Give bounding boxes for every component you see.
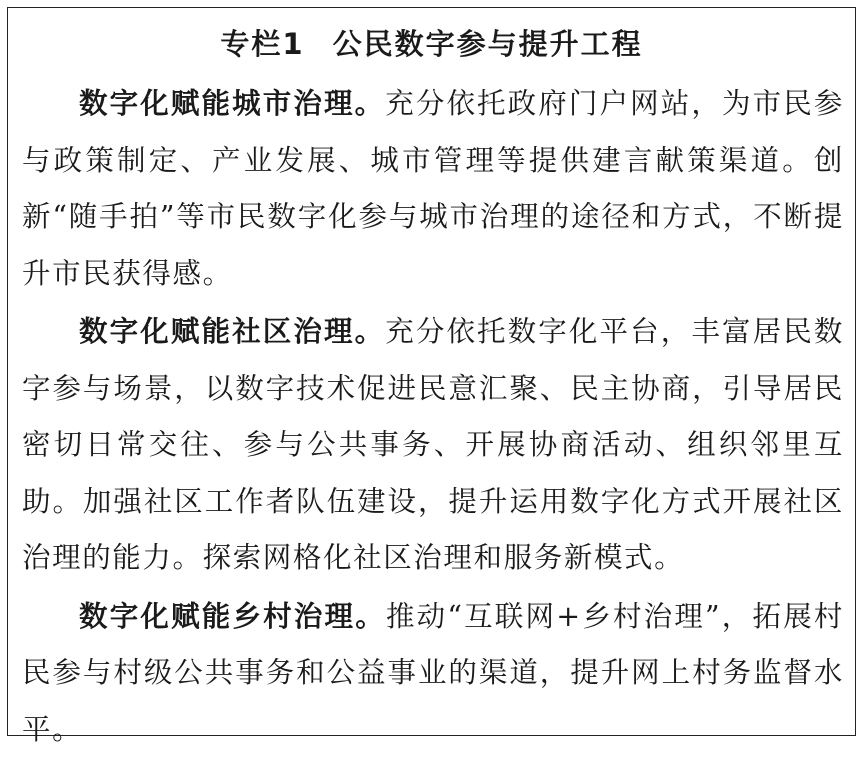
section-body: 充分依托政府门户网站，为市民参与政策制定、产业发展、城市管理等提供建言献策渠道。创新“随手拍”等市民数字化参与城市治理的途径和方式，不断提升市民获得感。	[22, 87, 844, 290]
section-city-governance	[22, 76, 844, 302]
box-title-number: 专栏1	[220, 27, 304, 61]
section-body: 充分依托数字化平台，丰富居民数字参与场景，以数字技术促进民意汇聚、民主协商，引导居民密切日常交往、参与公共事务、开展协商活动、组织邻里互助。加强社区工作者队伍建设，提升运用数字化方式开展社区治理的能力。探索网格化社区治理和服务新模式。	[22, 315, 844, 574]
section-body: 推动“互联网+乡村治理”，拓展村民参与村级公共事务和公益事业的渠道，提升网上村务监督水平。	[22, 600, 844, 746]
box-content	[22, 76, 844, 758]
section-community-governance	[22, 304, 844, 587]
section-heading: 数字化赋能乡村治理。	[79, 600, 386, 633]
section-heading: 数字化赋能城市治理。	[79, 87, 385, 120]
section-rural-governance	[22, 589, 844, 758]
box-title	[8, 22, 855, 66]
feature-box	[7, 7, 856, 736]
section-heading: 数字化赋能社区治理。	[79, 315, 385, 348]
box-title-text: 公民数字参与提升工程	[333, 27, 643, 61]
